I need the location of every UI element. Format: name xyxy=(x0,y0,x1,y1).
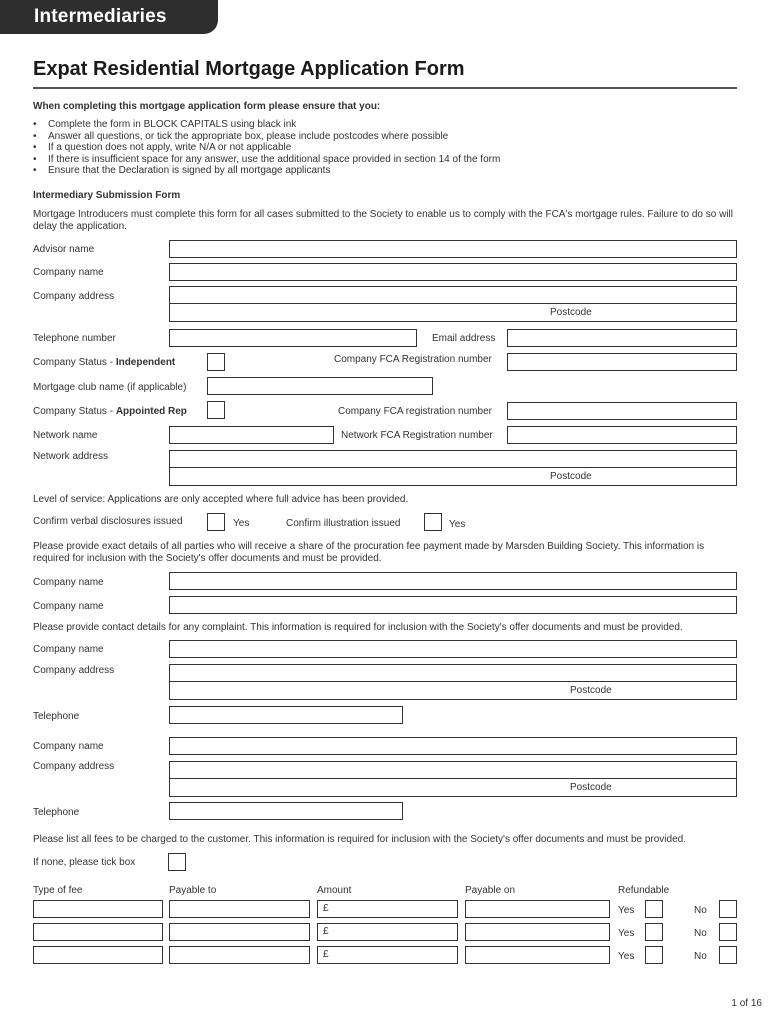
complaint-text: Please provide contact details for any complaint. This information is required for inclusion with the Society's offer documents and must be provided. xyxy=(33,622,683,633)
email-address-label: Email address xyxy=(432,333,496,344)
intermediaries-tab: Intermediaries xyxy=(0,0,218,34)
fee-payable-on-field[interactable] xyxy=(465,900,610,918)
company-status-appointed-label xyxy=(33,406,187,417)
complaint-telephone-label: Telephone xyxy=(33,711,80,722)
submission-heading: Intermediary Submission Form xyxy=(33,190,181,201)
level-of-service-text: Level of service: Applications are only accepted where full advice has been provided. xyxy=(33,494,409,505)
refundable-yes-checkbox[interactable] xyxy=(645,900,663,918)
fca-registration-lower-field[interactable] xyxy=(507,402,737,420)
bullet-item: • Complete the form in BLOCK CAPITALS using black ink xyxy=(33,119,500,131)
fee-payable-to-field[interactable] xyxy=(169,923,310,941)
proc-company-name-label: Company name xyxy=(33,577,104,588)
submission-text: Mortgage Introducers must complete this form for all cases submitted to the Society to enable us to comply with the FCA's mortgage rules. Failure to do so will delay the application. xyxy=(33,209,733,232)
complaint-telephone-field-1[interactable] xyxy=(169,706,403,724)
fee-amount-field[interactable] xyxy=(317,900,458,918)
appointed-rep-label: Appointed Rep xyxy=(115,406,187,417)
postcode-label: Postcode xyxy=(550,307,592,318)
telephone-number-label: Telephone number xyxy=(33,333,116,344)
company-name-field[interactable] xyxy=(169,263,737,281)
complaint-company-name-label: Company name xyxy=(33,644,104,655)
fee-payable-to-field[interactable] xyxy=(169,946,310,964)
bullet-item: • If a question does not apply, write N/A or not applicable xyxy=(33,142,500,154)
currency-symbol: £ xyxy=(323,903,329,914)
if-none-label: If none, please tick box xyxy=(33,857,136,868)
status-prefix: Company Status - xyxy=(33,357,116,368)
confirm-illustration-label: Confirm illustration issued xyxy=(286,518,401,529)
complaint-company-name-field-1[interactable] xyxy=(169,640,737,658)
fee-type-field[interactable] xyxy=(33,900,163,918)
status-prefix: Company Status - xyxy=(33,406,116,417)
independent-checkbox[interactable] xyxy=(207,353,225,371)
appointed-rep-checkbox[interactable] xyxy=(207,401,225,419)
company-name-label: Company name xyxy=(33,267,104,278)
bullet-item: • Ensure that the Declaration is signed by all mortgage applicants xyxy=(33,165,500,177)
column-amount: Amount xyxy=(317,885,352,896)
complaint-company-name-label: Company name xyxy=(33,741,104,752)
network-fca-label: Network FCA Registration number xyxy=(341,430,493,441)
network-address-label: Network address xyxy=(33,451,109,462)
fee-type-field[interactable] xyxy=(33,946,163,964)
complaint-company-address-label: Company address xyxy=(33,665,115,676)
fee-payable-to-field[interactable] xyxy=(169,900,310,918)
illustration-checkbox[interactable] xyxy=(424,513,442,531)
currency-symbol: £ xyxy=(323,949,329,960)
independent-label: Independent xyxy=(115,357,176,368)
fca-registration-lower-label: Company FCA registration number xyxy=(338,406,492,417)
verbal-yes-label: Yes xyxy=(233,518,250,529)
bullet-item: • Answer all questions, or tick the appropriate box, please include postcodes where possible xyxy=(33,131,500,143)
column-type-of-fee: Type of fee xyxy=(33,885,83,896)
intro-bullet-list xyxy=(33,119,500,177)
complaint-telephone-field-2[interactable] xyxy=(169,802,403,820)
verbal-disclosures-checkbox[interactable] xyxy=(207,513,225,531)
title-divider xyxy=(33,87,737,89)
column-payable-to: Payable to xyxy=(169,885,217,896)
company-status-independent-label xyxy=(33,357,175,368)
fees-text: Please list all fees to be charged to the customer. This information is required for inclusion with the Society's offer documents and must be provided. xyxy=(33,834,686,845)
refundable-no-checkbox[interactable] xyxy=(719,923,737,941)
network-name-label: Network name xyxy=(33,430,98,441)
network-fca-field[interactable] xyxy=(507,426,737,444)
currency-symbol: £ xyxy=(323,926,329,937)
no-fees-checkbox[interactable] xyxy=(168,853,186,871)
postcode-label: Postcode xyxy=(570,782,612,793)
fee-amount-field[interactable] xyxy=(317,946,458,964)
complaint-company-address-label: Company address xyxy=(33,761,115,772)
refundable-no-label: No xyxy=(694,951,707,962)
refundable-yes-checkbox[interactable] xyxy=(645,923,663,941)
page-title: Expat Residential Mortgage Application Form xyxy=(33,58,465,80)
confirm-verbal-label: Confirm verbal disclosures issued xyxy=(33,516,183,527)
proc-company-name-field-1[interactable] xyxy=(169,572,737,590)
fca-registration-field[interactable] xyxy=(507,353,737,371)
network-name-field[interactable] xyxy=(169,426,334,444)
refundable-no-label: No xyxy=(694,905,707,916)
refundable-yes-label: Yes xyxy=(618,905,635,916)
fee-payable-on-field[interactable] xyxy=(465,923,610,941)
refundable-yes-label: Yes xyxy=(618,928,635,939)
advisor-name-field[interactable] xyxy=(169,240,737,258)
complaint-company-address-field-1[interactable] xyxy=(169,664,737,700)
page-number: 1 of 16 xyxy=(731,998,762,1009)
fee-type-field[interactable] xyxy=(33,923,163,941)
refundable-no-label: No xyxy=(694,928,707,939)
company-address-field[interactable] xyxy=(169,286,737,322)
network-address-field[interactable] xyxy=(169,450,737,486)
mortgage-club-field[interactable] xyxy=(207,377,433,395)
column-refundable: Refundable xyxy=(618,885,670,896)
mortgage-club-label: Mortgage club name (if applicable) xyxy=(33,382,187,393)
email-address-field[interactable] xyxy=(507,329,737,347)
intro-heading: When completing this mortgage application form please ensure that you: xyxy=(33,101,381,112)
refundable-yes-checkbox[interactable] xyxy=(645,946,663,964)
proc-company-name-field-2[interactable] xyxy=(169,596,737,614)
fca-registration-label: Company FCA Registration number xyxy=(334,354,492,365)
fee-payable-on-field[interactable] xyxy=(465,946,610,964)
column-payable-on: Payable on xyxy=(465,885,516,896)
refundable-no-checkbox[interactable] xyxy=(719,900,737,918)
refundable-yes-label: Yes xyxy=(618,951,635,962)
company-address-label: Company address xyxy=(33,291,115,302)
postcode-label: Postcode xyxy=(570,685,612,696)
procuration-text: Please provide exact details of all parties who will receive a share of the procuration fee payment made by Marsden Building Society. This information is required for inclusion with the Society's offer documents and must be provided. xyxy=(33,541,705,564)
bullet-item: • If there is insufficient space for any answer, use the additional space provided in section 14 of the form xyxy=(33,154,500,166)
illustration-yes-label: Yes xyxy=(449,519,466,530)
postcode-label: Postcode xyxy=(550,471,592,482)
complaint-telephone-label: Telephone xyxy=(33,807,80,818)
refundable-no-checkbox[interactable] xyxy=(719,946,737,964)
complaint-company-address-field-2[interactable] xyxy=(169,761,737,797)
proc-company-name-label: Company name xyxy=(33,601,104,612)
telephone-number-field[interactable] xyxy=(169,329,417,347)
advisor-name-label: Advisor name xyxy=(33,244,95,255)
fee-amount-field[interactable] xyxy=(317,923,458,941)
complaint-company-name-field-2[interactable] xyxy=(169,737,737,755)
